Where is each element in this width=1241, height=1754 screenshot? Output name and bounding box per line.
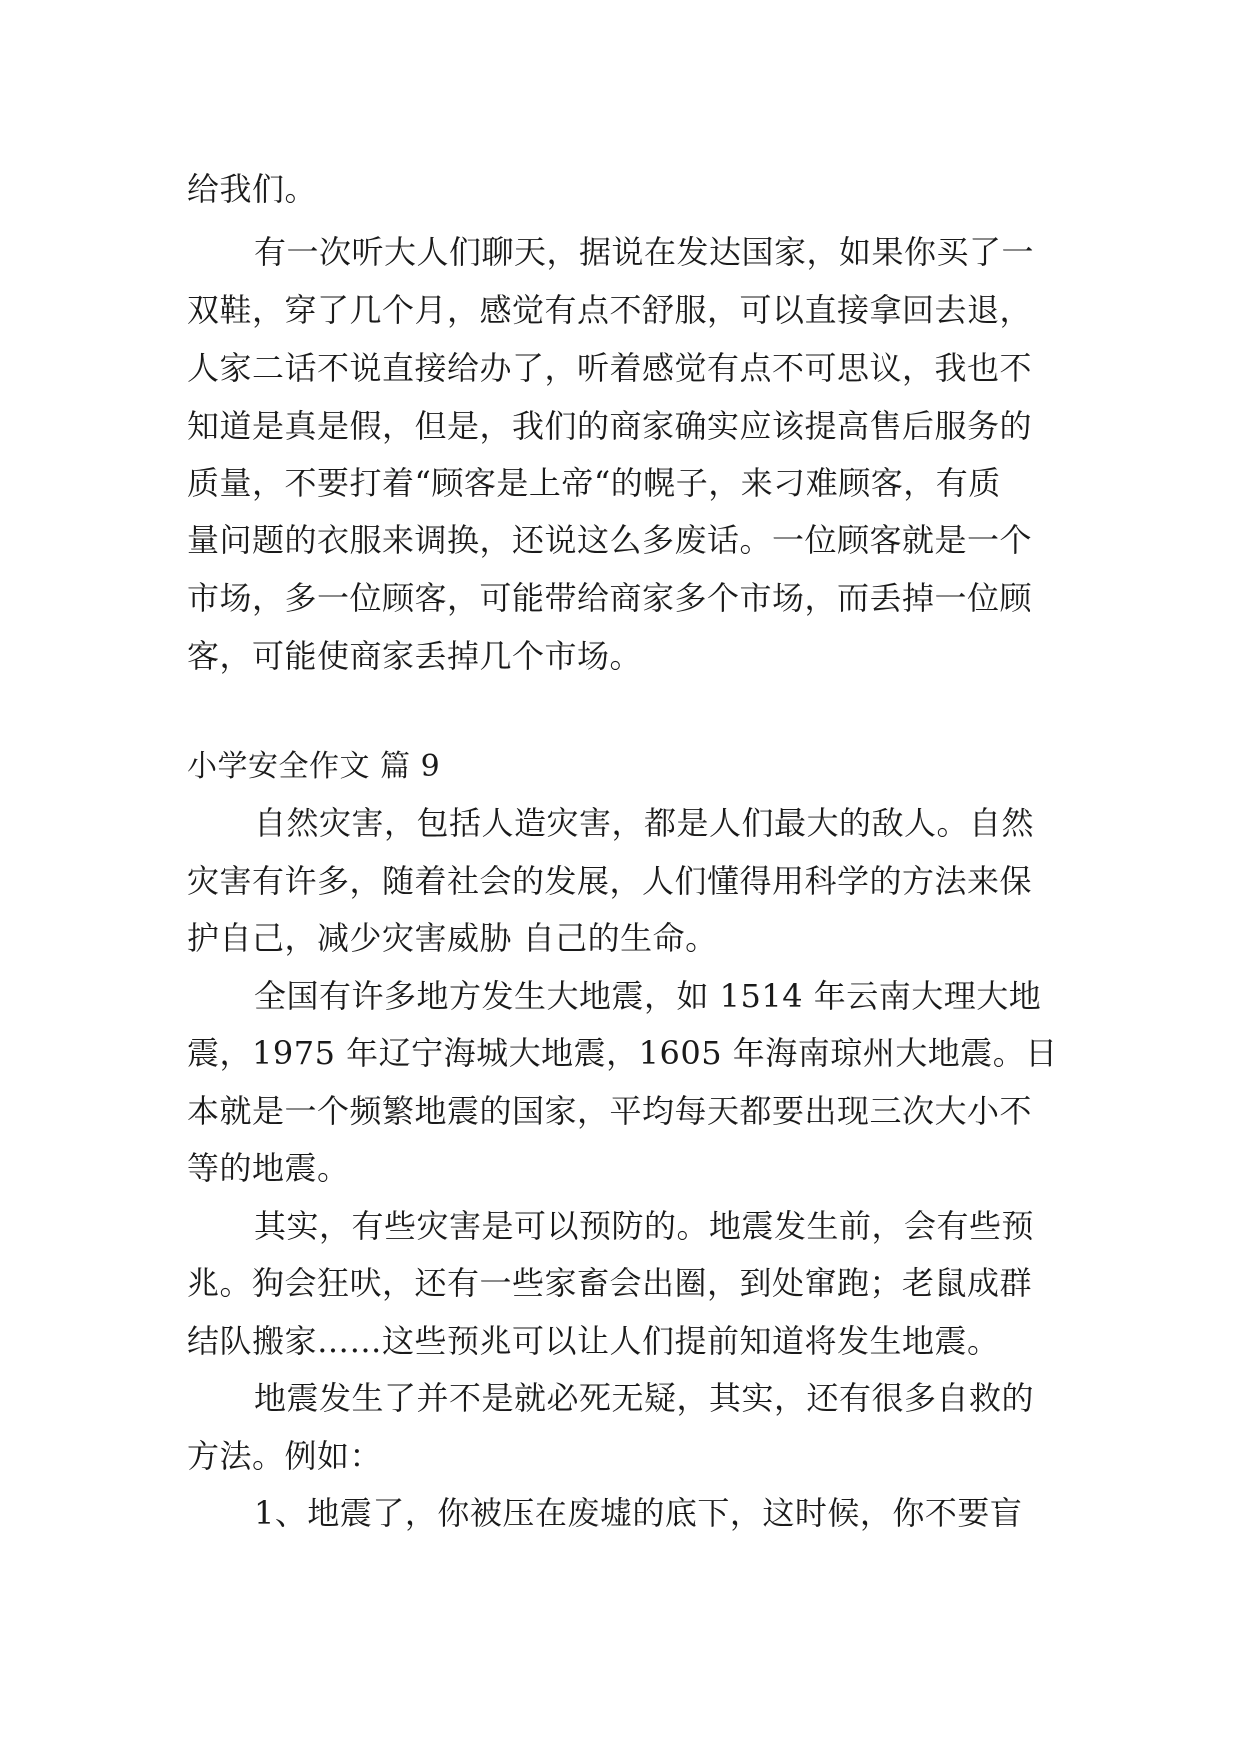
- text-line: [0, 626, 1241, 686]
- text-line-content: 全国有许多地方发生大地震，如 1514 年云南大理大地: [254, 977, 1042, 1015]
- text-line-content: 双鞋，穿了几个月，感觉有点不舒服，可以直接拿回去退，: [187, 291, 1033, 329]
- text-line-content: 方法。例如：: [187, 1437, 383, 1475]
- text-line-content: 其实，有些灾害是可以预防的。地震发生前，会有些预: [254, 1207, 1035, 1245]
- text-line: [0, 851, 1241, 911]
- text-line-content: 人家二话不说直接给办了，听着感觉有点不可思议，我也不: [187, 349, 1033, 387]
- text-line-content: 震，1975 年辽宁海城大地震，1605 年海南琼州大地震。日: [187, 1034, 1058, 1072]
- text-line: [0, 1081, 1241, 1141]
- paragraph-start-line: [0, 793, 1241, 853]
- section-heading: [0, 737, 1241, 797]
- paragraph-start-line: [0, 966, 1241, 1026]
- text-line-content: 本就是一个频繁地震的国家，平均每天都要出现三次大小不: [187, 1092, 1033, 1130]
- paragraph-start-line: [0, 1368, 1241, 1428]
- text-line-content: 知道是真是假，但是，我们的商家确实应该提高售后服务的: [187, 407, 1033, 445]
- text-line: [0, 568, 1241, 628]
- text-line-content: 护自己，减少灾害威胁 自己的生命。: [187, 919, 718, 957]
- text-line: [0, 159, 1241, 219]
- text-line-content: 市场，多一位顾客，可能带给商家多个市场，而丢掉一位顾: [187, 579, 1033, 617]
- text-line-content: 有一次听大人们聊天，据说在发达国家，如果你买了一: [254, 233, 1035, 271]
- paragraph-start-line: [0, 222, 1241, 282]
- text-line: [0, 453, 1241, 513]
- paragraph-start-line: [0, 1196, 1241, 1256]
- text-line: [0, 396, 1241, 456]
- text-line-content: 兆。狗会狂吠，还有一些家畜会出圈，到处窜跑；老鼠成群: [187, 1264, 1033, 1302]
- text-line-content: 结队搬家……这些预兆可以让人们提前知道将发生地震。: [187, 1322, 1000, 1360]
- text-line: [0, 1023, 1241, 1083]
- text-line-content: 自然灾害，包括人造灾害，都是人们最大的敌人。自然: [254, 804, 1035, 842]
- text-line-content: 灾害有许多，随着社会的发展，人们懂得用科学的方法来保: [187, 862, 1033, 900]
- section-heading-text: 小学安全作文 篇 9: [187, 749, 441, 784]
- text-line: [0, 338, 1241, 398]
- text-line: [0, 280, 1241, 340]
- text-line-content: 给我们。: [187, 170, 318, 208]
- text-line-content: 地震发生了并不是就必死无疑，其实，还有很多自救的: [254, 1379, 1035, 1417]
- text-line: [0, 1426, 1241, 1486]
- text-line: [0, 1138, 1241, 1198]
- paragraph-start-line: [0, 1483, 1241, 1543]
- text-line-content: 等的地震。: [187, 1149, 350, 1187]
- text-line: [0, 1253, 1241, 1313]
- text-line-content: 质量，不要打着“顾客是上帝“的幌子，来刁难顾客，有质: [187, 464, 1001, 502]
- text-line-content: 量问题的衣服来调换，还说这么多废话。一位顾客就是一个: [187, 521, 1033, 559]
- text-line-content: 1、地震了，你被压在废墟的底下，这时候，你不要盲: [254, 1494, 1023, 1532]
- text-line-content: 客，可能使商家丢掉几个市场。: [187, 637, 643, 675]
- text-line: [0, 1311, 1241, 1371]
- text-line: [0, 510, 1241, 570]
- text-line: [0, 908, 1241, 968]
